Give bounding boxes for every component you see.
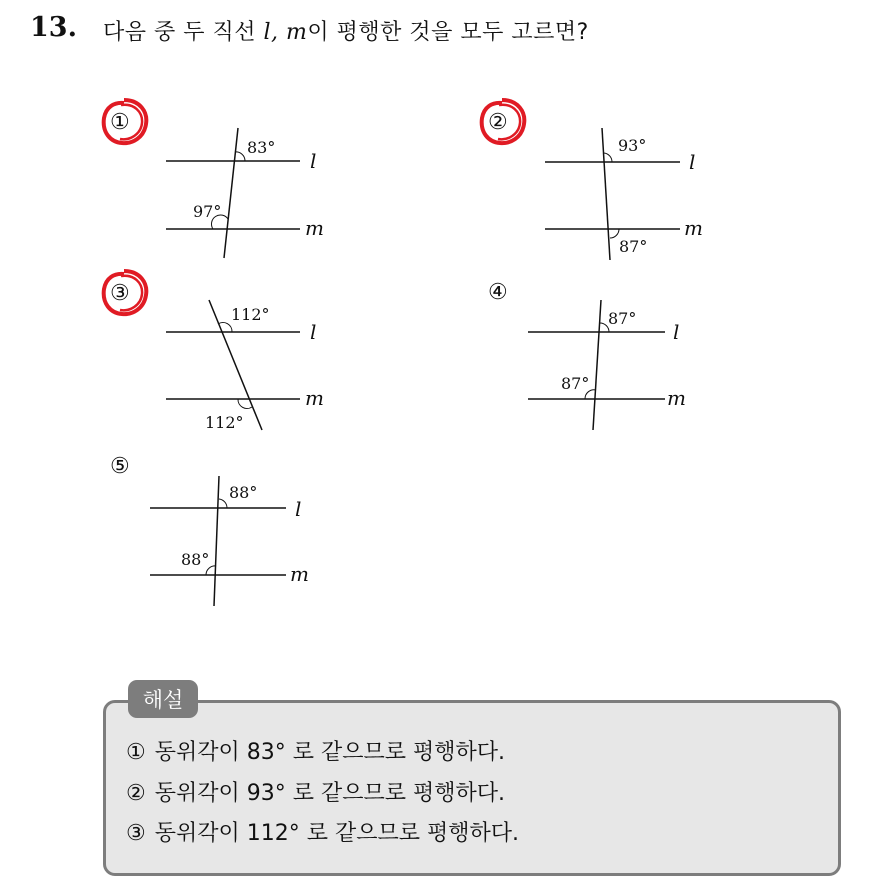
option-5-label-m: m: [290, 562, 309, 586]
option-4-label-l: l: [673, 320, 680, 344]
option-2-arc-top: [604, 153, 612, 162]
solution-line-1-mark: ①: [126, 740, 146, 765]
option-5-transversal: [214, 476, 219, 606]
option-3-angle-top: 112°: [231, 305, 270, 324]
option-1-transversal: [224, 128, 238, 258]
option-4-label-m: m: [667, 386, 686, 410]
solution-line-1-pre: 동위각이: [154, 740, 240, 765]
option-2-mark: ②: [488, 110, 508, 135]
option-2-angle-top: 93°: [618, 136, 647, 155]
option-3-mark: ③: [110, 281, 130, 306]
question-number: 13.: [30, 12, 77, 43]
option-1-mark: ①: [110, 110, 130, 135]
option-2-angle-bottom: 87°: [619, 237, 648, 256]
option-2-transversal: [602, 128, 610, 260]
option-3-label-l: l: [310, 320, 317, 344]
option-1-angle-bottom: 97°: [193, 202, 222, 221]
solution-line-2-pre: 동위각이: [154, 781, 240, 806]
option-3-label-m: m: [305, 386, 324, 410]
solution-line-3-pre: 동위각이: [154, 821, 240, 846]
option-2-label-l: l: [689, 150, 696, 174]
solution-line-1-post: 로 같으므로 평행하다.: [292, 740, 505, 765]
solution-line-2-post: 로 같으므로 평행하다.: [292, 781, 505, 806]
line-l-variable: l,: [263, 20, 279, 45]
option-1-figure[interactable]: [104, 100, 324, 258]
option-4-figure[interactable]: [488, 280, 686, 430]
solution-line-2: [124, 776, 505, 807]
option-1-label-m: m: [305, 216, 324, 240]
solution-line-3: [124, 816, 519, 847]
question-text-prefix: 다음 중 두 직선: [103, 20, 256, 45]
option-2-figure[interactable]: [482, 100, 703, 260]
option-5-mark: ⑤: [110, 454, 130, 479]
option-1-arc-top: [235, 152, 245, 161]
option-1-angle-top: 83°: [247, 138, 276, 157]
option-1-label-l: l: [310, 149, 317, 173]
option-5-arc-top: [219, 499, 227, 508]
solution-line-3-value: 112°: [246, 821, 300, 846]
question-text-suffix: 이 평행한 것을 모두 고르면?: [307, 20, 589, 45]
option-3-figure[interactable]: [104, 271, 324, 432]
solution-tab: 해설: [128, 680, 198, 718]
solution-line-2-value: 93°: [246, 781, 286, 806]
option-4-angle-top: 87°: [608, 309, 637, 328]
solution-line-3-post: 로 같으므로 평행하다.: [306, 821, 519, 846]
option-5-angle-bottom: 88°: [181, 550, 210, 569]
option-5-label-l: l: [295, 497, 302, 521]
option-3-angle-bottom: 112°: [205, 413, 244, 432]
option-4-angle-bottom: 87°: [561, 374, 590, 393]
option-5-angle-top: 88°: [229, 483, 258, 502]
option-5-figure[interactable]: [110, 454, 309, 606]
line-m-variable: m: [286, 20, 308, 45]
solution-line-3-mark: ③: [126, 821, 146, 846]
option-4-mark: ④: [488, 280, 508, 305]
option-2-label-m: m: [684, 216, 703, 240]
option-2-arc-bottom: [610, 229, 619, 238]
solution-line-1: [124, 735, 505, 766]
option-4-transversal: [593, 300, 601, 430]
solution-line-1-value: 83°: [246, 740, 286, 765]
solution-line-2-mark: ②: [126, 781, 146, 806]
